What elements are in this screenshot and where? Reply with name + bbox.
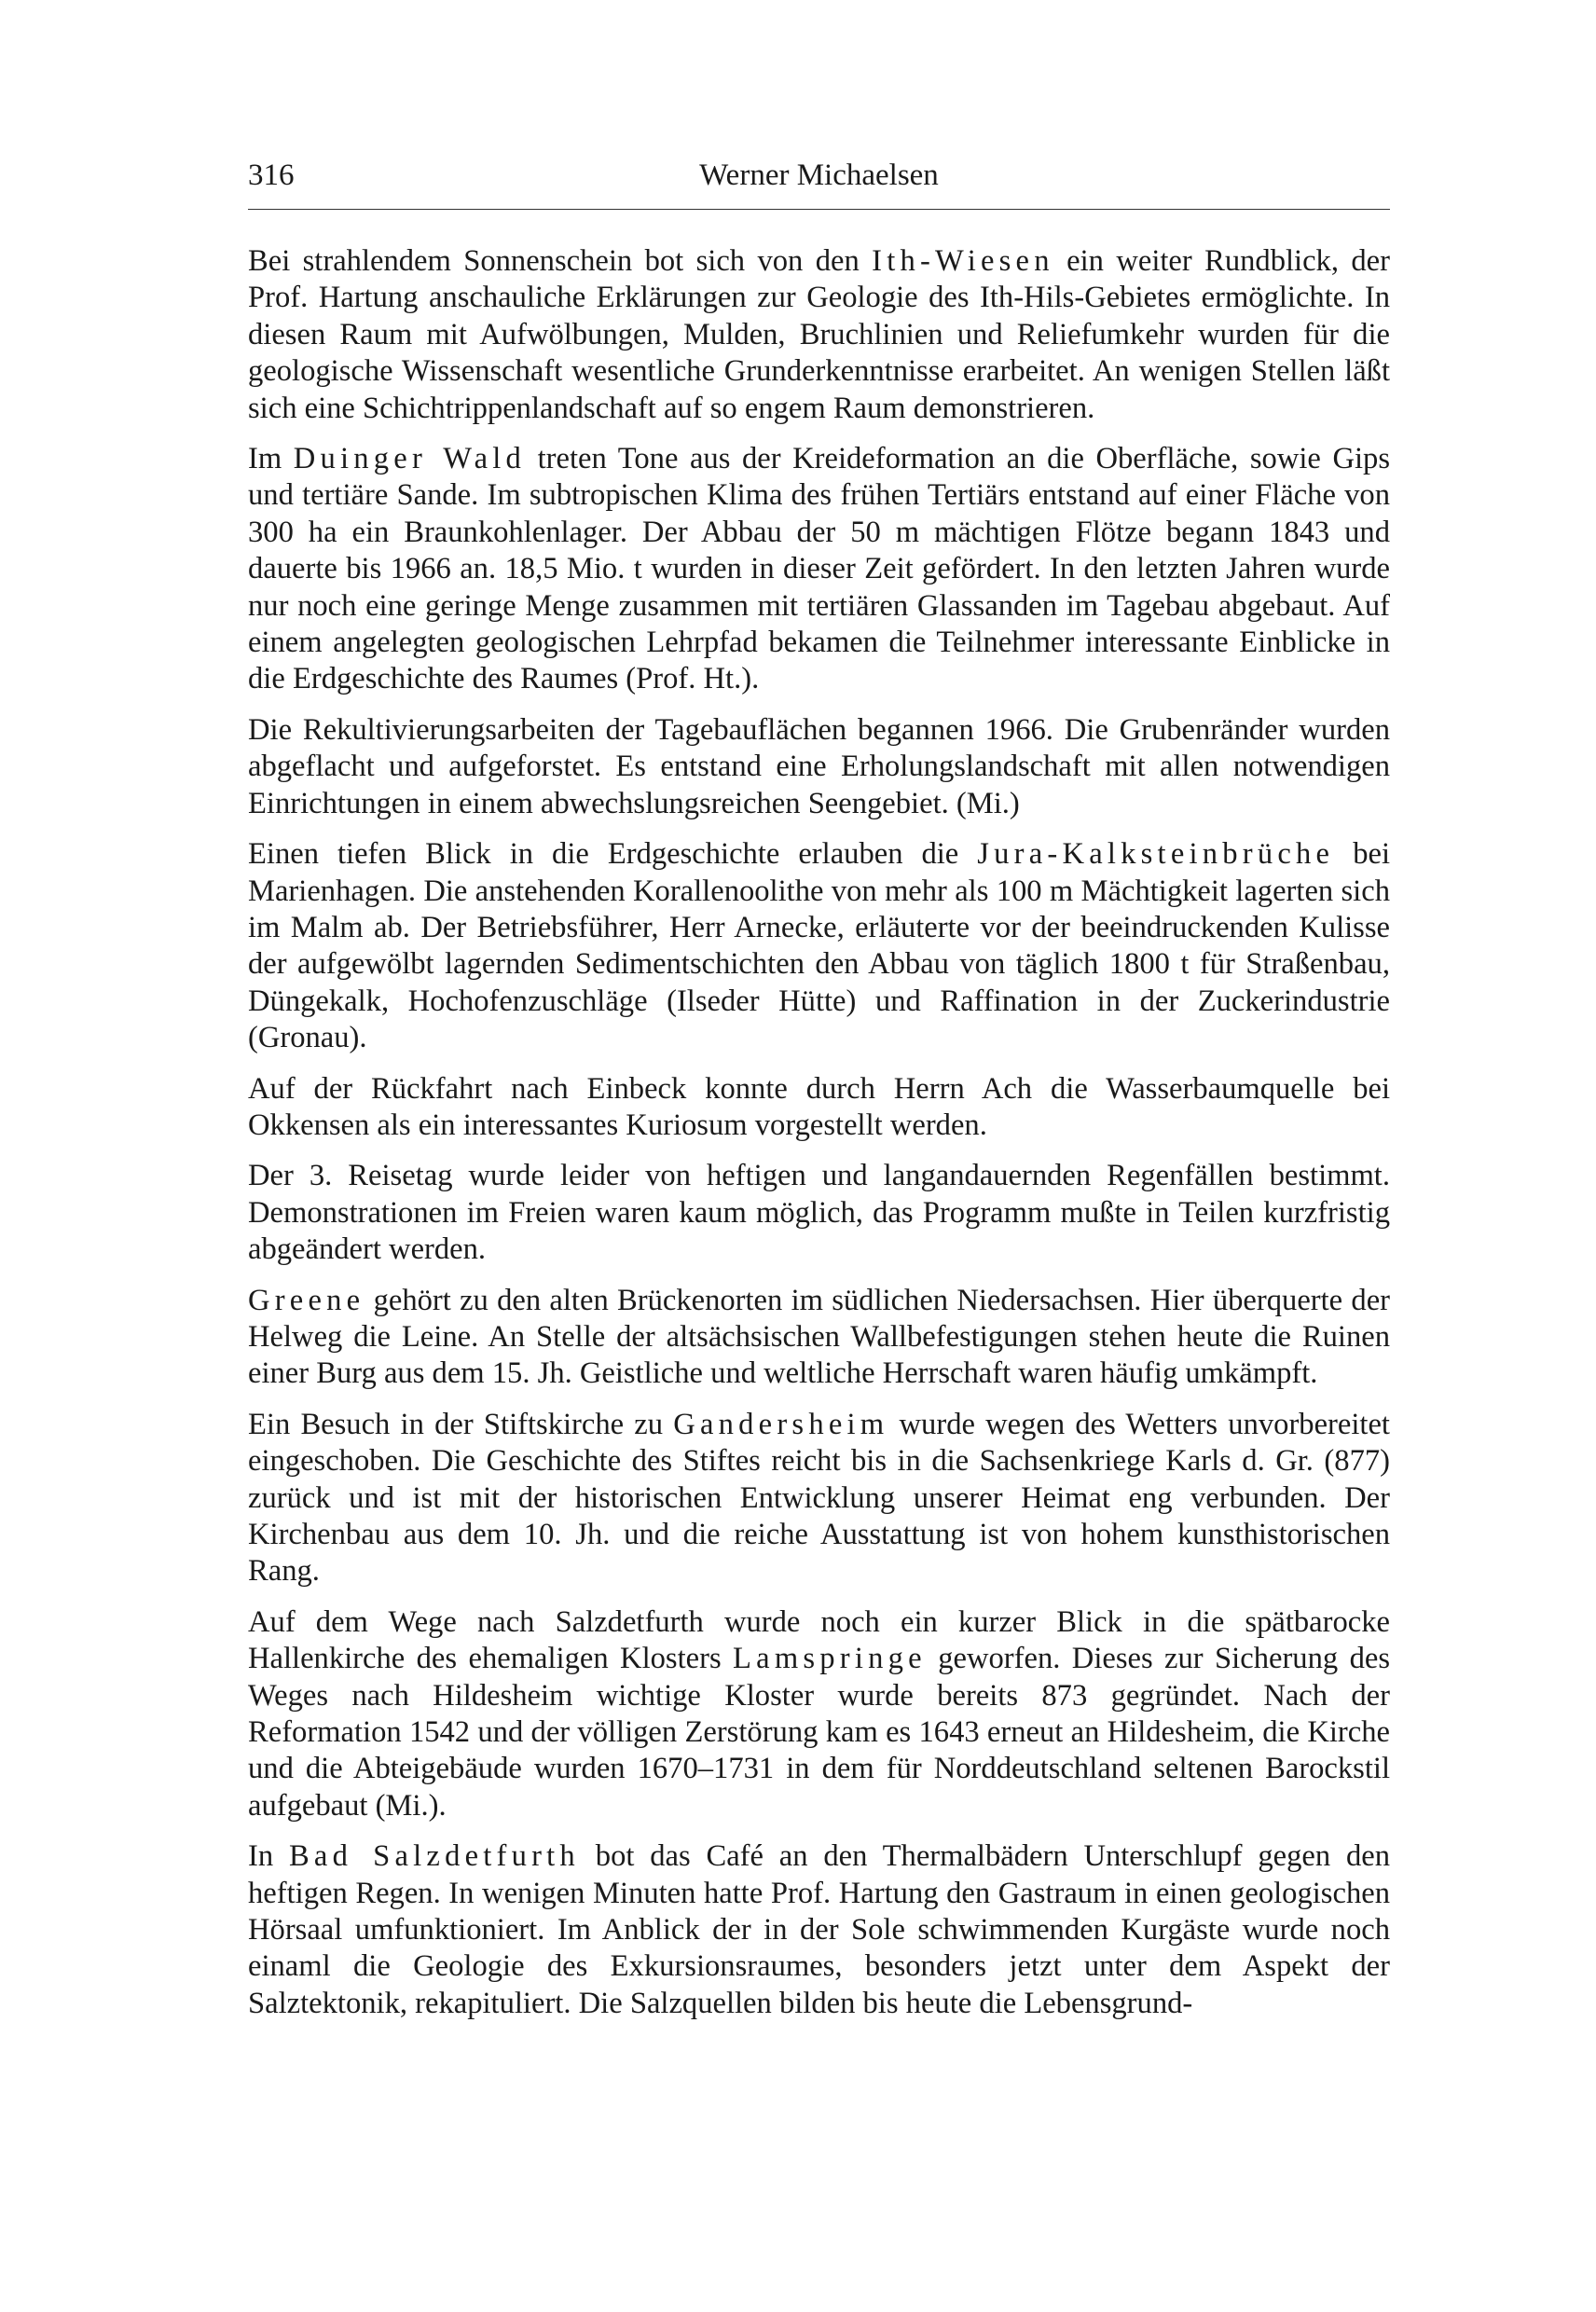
- paragraph-text: gehört zu den alten Brückenorten im südlichen Niedersachsen. Hier überquerte der Helweg die Leine. An Stelle der altsächsischen Wallbefestigungen stehen heute die Ruinen einer Burg aus dem 15. Jh. Geistliche und weltliche Herrschaft waren häufig umkämpft.: [248, 1283, 1390, 1391]
- paragraph-text: Der 3. Reisetag wurde leider von heftigen und langandauernden Regenfällen bestimmt. Demonstrationen im Freien waren kaum möglich, das Programm mußte in Teilen kurzfristig abgeändert werden.: [248, 1159, 1390, 1267]
- paragraph: [248, 1158, 1390, 1268]
- paragraph-text: Die Rekultivierungsarbeiten der Tagebauflächen begannen 1966. Die Grubenränder wurden abgeflacht und aufgeforstet. Es entstand eine Erholungslandschaft mit allen notwendigen Einrichtungen in einem abwechslungsreichen Seengebiet. (Mi.): [248, 712, 1390, 820]
- paragraph: [248, 1071, 1390, 1145]
- paragraph-text: Auf der Rückfahrt nach Einbeck konnte durch Herrn Ach die Wasserbaumquelle bei Okkensen als ein interessantes Kuriosum vorgestellt werden.: [248, 1071, 1390, 1142]
- paragraph-text: Ein Besuch in der Stiftskirche zu: [248, 1407, 674, 1441]
- spaced-place-name: Lamspringe: [733, 1642, 927, 1676]
- paragraph: [248, 1604, 1390, 1824]
- page-number: 316: [248, 158, 295, 192]
- body-text: [248, 243, 1390, 2022]
- paragraph: [248, 1407, 1390, 1590]
- spaced-place-name: Greene: [248, 1283, 365, 1317]
- spaced-place-name: Jura-Kalksteinbrüche: [977, 837, 1335, 872]
- paragraph: [248, 1283, 1390, 1393]
- spaced-place-name: Ith-Wiesen: [872, 244, 1054, 278]
- paragraph: [248, 712, 1390, 822]
- paragraph: [248, 1838, 1390, 2022]
- spaced-place-name: Bad Salzdetfurth: [288, 1839, 580, 1874]
- paragraph-text: ein weiter Rundblick, der Prof. Hartung anschauliche Erklärungen zur Geologie des Ith-Hils-Gebietes ermöglichte. In diesen Raum mit Aufwölbungen, Mulden, Bruchlinien und Reliefumkehr wurden für die geologische Wissenschaft wesentliche Grunderkenntnisse erarbeitet. An wenigen Stellen läßt sich eine Schichtrippenlandschaft auf so engem Raum demonstrieren.: [248, 244, 1390, 425]
- paragraph: [248, 441, 1390, 698]
- paragraph-text: Auf dem Wege nach Salzdetfurth wurde noch ein kurzer Blick in die spätbarocke Hallenkirche des ehemaligen Klosters: [248, 1604, 1390, 1676]
- document-page: [248, 155, 1390, 2036]
- paragraph-text: In: [248, 1839, 289, 1874]
- spaced-place-name: Gandersheim: [673, 1407, 889, 1441]
- paragraph: [248, 836, 1390, 1056]
- paragraph-text: Im: [248, 442, 294, 476]
- paragraph-text: bot das Café an den Thermalbädern Unterschlupf gegen den heftigen Regen. In wenigen Minuten hatte Prof. Hartung den Gastraum in einen geologischen Hörsaal umfunktioniert. Im Anblick der in der Sole schwimmenden Kurgäste wurde noch einaml die Geologie des Exkursionsraumes, besonders jetzt unter dem Aspekt der Salztektonik, rekapituliert. Die Salzquellen bilden bis heute die Lebensgrund-: [248, 1839, 1390, 2020]
- paragraph-text: geworfen. Dieses zur Sicherung des Weges nach Hildesheim wichtige Kloster wurde bereits 873 gegründet. Nach der Reformation 1542 und der völligen Zerstörung kam es 1643 erneut an Hildesheim, die Kirche und die Abteigebäude wurden 1670–1731 in dem für Norddeutschland seltenen Barockstil aufgebaut (Mi.).: [248, 1642, 1390, 1823]
- paragraph-text: treten Tone aus der Kreideformation an die Oberfläche, sowie Gips und tertiäre Sande. Im subtropischen Klima des frühen Tertiärs entstand auf einer Fläche von 300 ha ein Braunkohlenlager. Der Abbau der 50 m mächtigen Flötze begann 1843 und dauerte bis 1966 an. 18,5 Mio. t wurden in dieser Zeit gefördert. In den letzten Jahren wurde nur noch eine geringe Menge zusammen mit tertiären Glassanden im Tagebau abgebaut. Auf einem angelegten geologischen Lehrpfad bekamen die Teilnehmer interessante Einblicke in die Erdgeschichte des Raumes (Prof. Ht.).: [248, 442, 1390, 696]
- paragraph-text: wurde wegen des Wetters unvorbereitet eingeschoben. Die Geschichte des Stiftes reicht bis in die Sachsenkriege Karls d. Gr. (877) zurück und ist mit der historischen Entwicklung unserer Heimat eng verbunden. Der Kirchenbau aus dem 10. Jh. und die reiche Ausstattung ist von hohem kunsthistorischen Rang.: [248, 1407, 1390, 1589]
- spaced-place-name: Duinger Wald: [293, 442, 527, 476]
- paragraph: [248, 243, 1390, 427]
- paragraph-text: bei Marienhagen. Die anstehenden Korallenoolithe von mehr als 100 m Mächtigkeit lagerten sich im Malm ab. Der Betriebsführer, Herr Arnecke, erläuterte vor der beeindruckenden Kulisse der aufgewölbt lagernden Sedimentschichten den Abbau von täglich 1800 t für Straßenbau, Düngekalk, Hochofenzuschläge (Ilseder Hütte) und Raffination in der Zuckerindustrie (Gronau).: [248, 837, 1390, 1055]
- page-header: [248, 155, 1390, 210]
- running-head: Werner Michaelsen: [699, 158, 939, 192]
- paragraph-text: Einen tiefen Blick in die Erdgeschichte erlauben die: [248, 837, 978, 872]
- paragraph-text: Bei strahlendem Sonnenschein bot sich von den: [248, 244, 873, 278]
